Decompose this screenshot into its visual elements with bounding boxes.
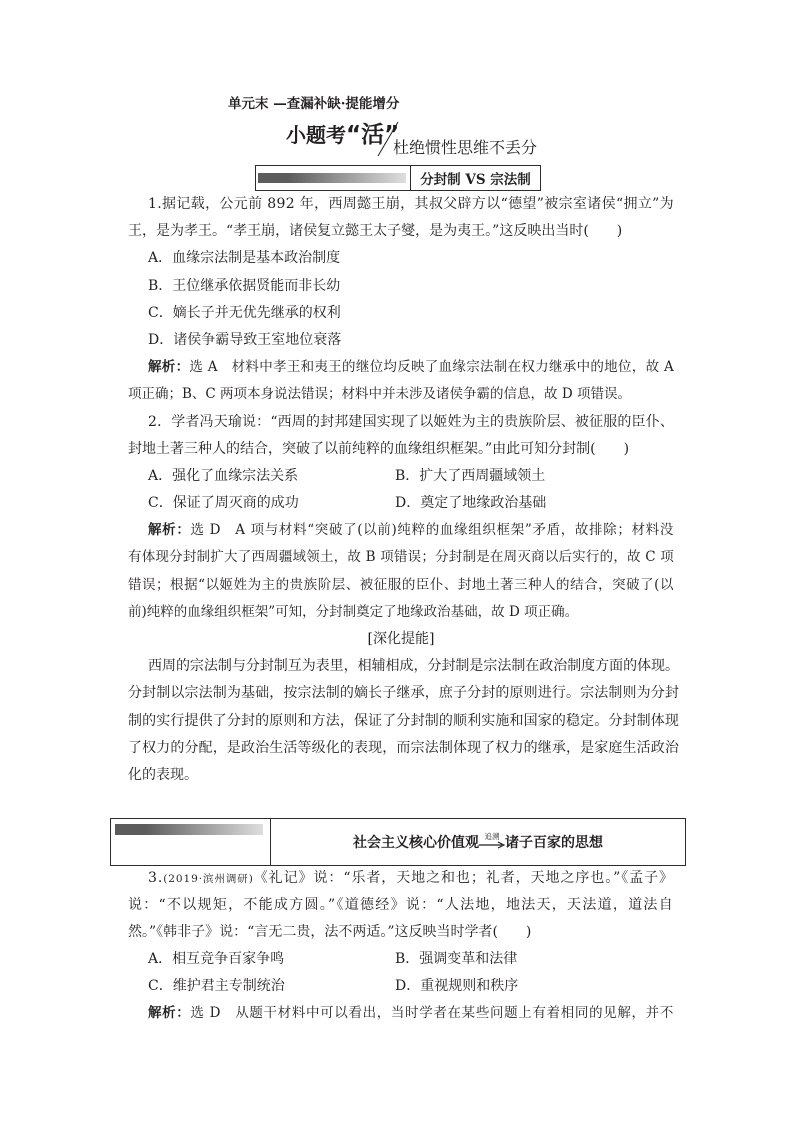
q1-analysis-line — [128, 381, 674, 408]
q3-option-b: B．强调变革和法律 — [395, 950, 518, 967]
paragraph-text: 化的表现。 — [128, 766, 198, 783]
analysis-label: 解析： — [148, 359, 190, 376]
option-text: D．诸侯争霸导致王室地位衰落 — [148, 331, 342, 348]
q2-stem-line — [148, 409, 674, 436]
line-text — [148, 1000, 674, 1027]
question-list — [128, 191, 679, 789]
q3-options-row — [128, 946, 674, 973]
analysis-label: 解析： — [148, 522, 191, 539]
trace-arrow-label: 追溯 — [484, 832, 500, 841]
q2-analysis-line — [148, 517, 674, 544]
paragraph-text: 制的实行提供了分封的原则和方法，保证了分封制的顺利实施和国家的稳定。分封制体现 — [128, 712, 679, 729]
q1-analysis-line — [148, 354, 674, 381]
topic-box-to: 诸子百家的思想 — [505, 835, 603, 851]
right-arrow-icon — [479, 841, 505, 849]
q3-stem-text: 《礼记》说：“乐者，天地之和也；礼者，天地之序也。”《孟子》 — [253, 869, 674, 886]
q2-options-row — [128, 490, 674, 517]
question-source: (2019·滨州调研) — [163, 872, 254, 885]
q3-options-row — [128, 973, 674, 1000]
q1-stem-line — [128, 218, 674, 245]
q2-option-c: C．保证了周灭商的成功 — [148, 495, 299, 512]
topic-box-title — [271, 819, 685, 865]
q1-option-a — [148, 245, 674, 272]
analysis-text: 选 D A 项与材料“突破了(以前)纯粹的血缘组织框架”矛盾，故排除；材料没 — [190, 522, 674, 539]
topic-box-label-bar — [258, 173, 406, 183]
question-number: 3. — [148, 869, 164, 886]
q2-analysis — [128, 517, 679, 626]
line-text — [148, 354, 674, 381]
q2-option-b: B．扩大了西周疆域领土 — [395, 467, 546, 484]
q1-stem-text: 王，是为孝王。“孝王崩，诸侯复立懿王太子燮，是为夷王。”这反映出当时( ) — [128, 223, 623, 240]
q3-option-a: A．相互竞争百家争鸣 — [148, 950, 285, 967]
q2-options-row — [128, 463, 674, 490]
q1-stem-line — [148, 191, 674, 218]
deepen-section — [128, 626, 679, 789]
question-2 — [128, 409, 679, 627]
analysis-text: 前)纯粹的血缘组织框架”可知，分封制奠定了地缘政治基础，故 D 项正确。 — [128, 603, 579, 620]
topic-box-2 — [110, 818, 686, 866]
q2-stem-text: 学者冯天瑜说：“西周的封邦建国实现了以姬姓为主的贵族阶层、被征服的臣仆、 — [171, 413, 674, 430]
option-text: C．嫡长子并无优先继承的权利 — [148, 304, 341, 321]
q1-option-c — [148, 300, 674, 327]
deepen-paragraph-line — [148, 653, 679, 680]
paragraph-text: 西周的宗法制与分封制互为表里，相辅相成，分封制是宗法制在政治制度方面的体现。 — [148, 658, 679, 675]
topic-box-title — [411, 166, 540, 190]
question-number: 1. — [148, 196, 163, 212]
question-1 — [128, 191, 679, 409]
line-text — [148, 191, 674, 218]
deepen-paragraph-line — [128, 762, 679, 789]
line-text — [148, 865, 674, 893]
analysis-label: 解析： — [148, 1004, 191, 1021]
question-number: 2． — [148, 413, 172, 430]
deepen-paragraph-line — [128, 735, 679, 762]
q2-option-a: A．强化了血缘宗法关系 — [148, 467, 299, 484]
q3-option-d: D．重视规则和秩序 — [395, 977, 519, 994]
deepen-title-text: [深化提能] — [367, 631, 435, 647]
topic-box-label-cell — [256, 166, 411, 190]
q2-analysis-line — [128, 572, 674, 599]
q3-option-c: C．维护君主专制统治 — [148, 977, 285, 994]
q1-option-b — [148, 273, 674, 300]
q3-stem-line — [128, 892, 674, 919]
analysis-text: 选 D 从题干材料中可以看出，当时学者在某些问题上有着相同的见解，并不 — [190, 1004, 674, 1021]
q2-analysis-line — [128, 544, 674, 571]
q1-analysis — [128, 354, 679, 408]
unit-title: 单元末 —查漏补缺·提能增分 — [228, 96, 400, 112]
section-title-keyword: “活” — [346, 122, 400, 148]
section-subtitle: 杜绝惯性思维不丢分 — [393, 138, 538, 157]
topic-box-label-cell — [111, 819, 271, 865]
analysis-text: 错误；根据“以姬姓为主的贵族阶层、被征服的臣仆、封地土著三种人的结合，突破了(以 — [128, 576, 674, 593]
topic-box-title-text: 分封制 VS 宗法制 — [420, 172, 531, 188]
deepen-paragraph-line — [128, 708, 679, 735]
q1-option-d — [148, 327, 674, 354]
trace-arrow — [479, 832, 505, 852]
paragraph-text: 了权力的分配，是政治生活等级化的表现，而宗法制体现了权力的继承，是家庭生活政治 — [128, 739, 679, 756]
q2-stem-text: 封地土著三种人的结合，突破了以前纯粹的血缘组织框架。”由此可知分封制( ) — [128, 440, 630, 457]
option-text: B．王位继承依据贤能而非长幼 — [148, 277, 341, 294]
option-text: A．血缘宗法制是基本政治制度 — [148, 250, 341, 267]
q3-stem-line — [128, 919, 674, 946]
q3-analysis — [128, 1000, 679, 1027]
topic-box-1 — [255, 165, 541, 191]
deepen-paragraph-line — [128, 680, 679, 707]
line-text — [148, 517, 674, 544]
analysis-text: 选 A 材料中孝王和夷王的继位均反映了血缘宗法制在权力继承中的地位，故 A — [189, 359, 674, 376]
q3-stem-text: 然。”《韩非子》说：“言无二贵，法不两适。”这反映当时学者( ) — [128, 923, 532, 940]
q2-option-d: D．奠定了地缘政治基础 — [395, 495, 547, 512]
analysis-text: 项正确；B、C 两项本身说法错误；材料中并未涉及诸侯争霸的信息，故 D 项错误。 — [128, 386, 631, 403]
paragraph-text: 分封制以宗法制为基础，按宗法制的嫡长子继承，庶子分封的原则进行。宗法制则为分封 — [128, 685, 679, 702]
deepen-section-title — [128, 626, 674, 653]
q3-stem-text: 说：“不以规矩，不能成方圆。”《道德经》说：“人法地，地法天，天法道，道法自 — [128, 896, 674, 913]
question-3 — [128, 865, 679, 1027]
section-title-prefix: 小题考 — [286, 123, 346, 147]
analysis-text: 有体现分封制扩大了西周疆域领土，故 B 项错误；分封制是在周灭商以后实行的，故 C 项 — [128, 549, 674, 566]
topic-box-from: 社会主义核心价值观 — [353, 835, 479, 851]
q2-stem-line — [128, 436, 674, 463]
line-text — [148, 409, 674, 436]
q2-analysis-line — [128, 599, 674, 626]
q3-analysis-line — [148, 1000, 674, 1027]
topic-box-label-bar — [115, 824, 263, 835]
q3-stem-line — [148, 865, 674, 892]
q1-stem-text: 据记载，公元前 892 年，西周懿王崩，其叔父辟方以“德望”被宗室诸侯“拥立”为 — [162, 196, 675, 212]
